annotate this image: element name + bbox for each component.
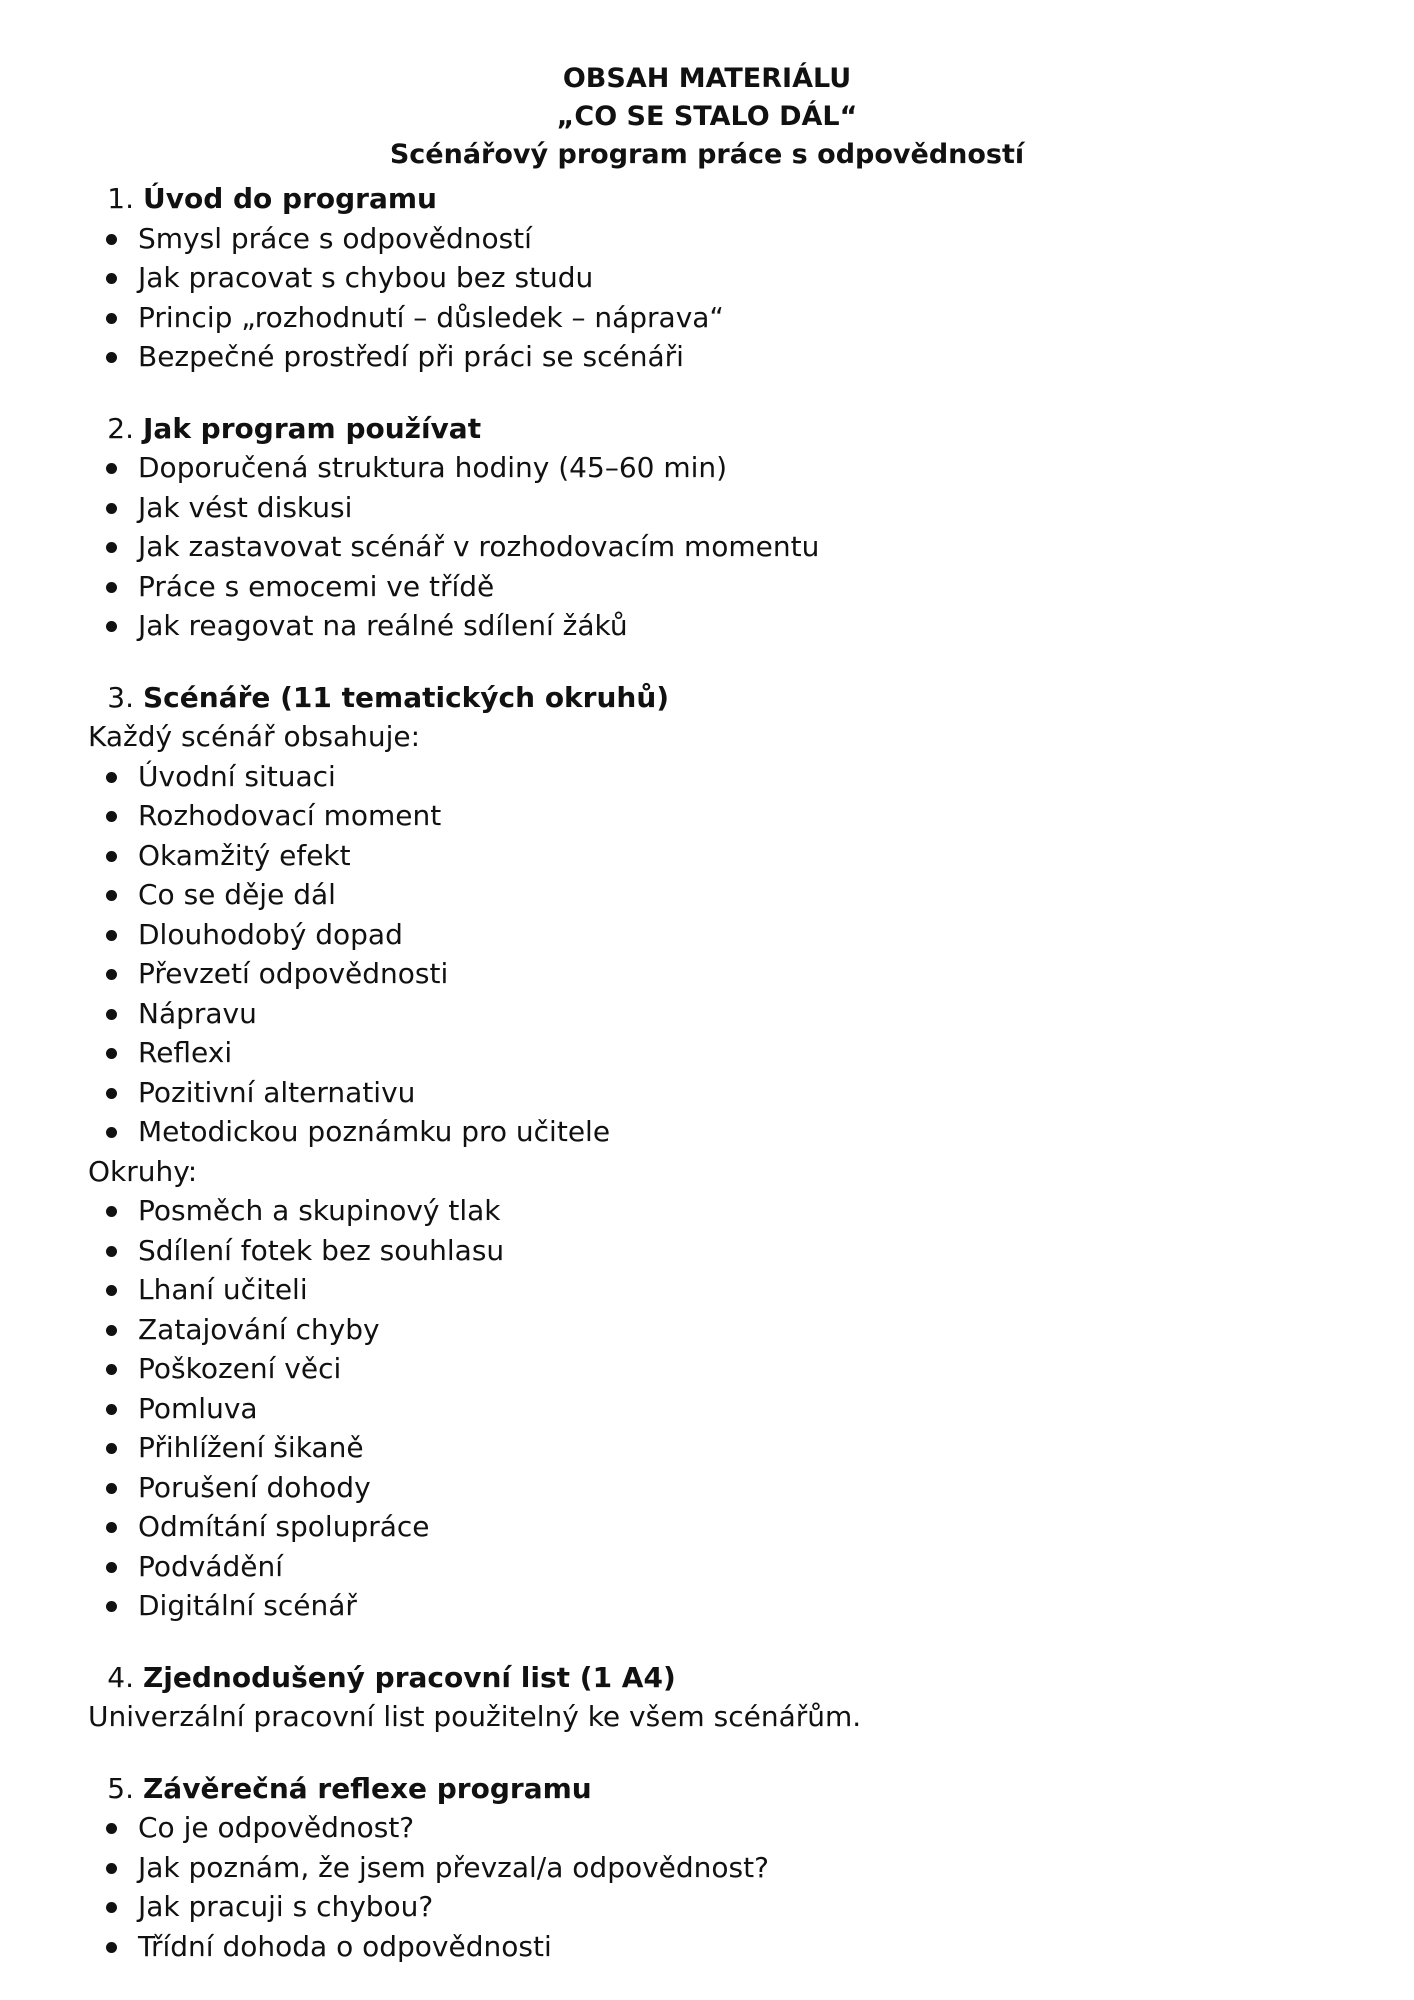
section-title: Úvod do programu xyxy=(143,182,437,215)
list-item xyxy=(88,1808,1328,1848)
list-item-text: Jak pracovat s chybou bez studu xyxy=(138,261,594,294)
bullet-icon xyxy=(106,890,117,901)
bullet-icon xyxy=(106,582,117,593)
list-item-text: Práce s emocemi ve třídě xyxy=(138,569,495,603)
bullet-icon xyxy=(106,1285,117,1296)
list-item xyxy=(88,258,1328,298)
section-number: 5. xyxy=(107,1771,134,1805)
list-item-text: Třídní dohoda o odpovědnosti xyxy=(138,1929,552,1963)
bullet-icon xyxy=(106,811,117,822)
section-number: 3. xyxy=(107,680,134,714)
bullet-icon xyxy=(106,621,117,632)
list-item xyxy=(88,1310,1328,1350)
list-item-text: Metodickou poznámku pro učitele xyxy=(138,1115,611,1148)
list-item-text: Lhaní učiteli xyxy=(138,1273,308,1306)
bullet-icon xyxy=(106,1863,117,1874)
list-item xyxy=(88,954,1328,994)
list-item-text: Posměch a skupinový tlak xyxy=(138,1194,501,1227)
list-item xyxy=(88,1349,1328,1389)
section-title: Jak program používat xyxy=(143,411,482,445)
bullet-icon xyxy=(106,352,117,363)
bullet-icon xyxy=(106,503,117,514)
list-item-text: Co je odpovědnost? xyxy=(138,1811,415,1844)
section-heading xyxy=(88,1769,1328,1809)
list-item xyxy=(88,1507,1328,1547)
list-item-text: Digitální scénář xyxy=(138,1589,357,1622)
bullet-icon xyxy=(106,1048,117,1059)
list-item xyxy=(88,1927,1328,1967)
section-number: 1. xyxy=(107,182,134,215)
list-item-text: Úvodní situaci xyxy=(138,759,336,793)
list-item xyxy=(88,1270,1328,1310)
list-item xyxy=(88,1112,1328,1152)
list-item xyxy=(88,1547,1328,1587)
list-item xyxy=(88,836,1328,876)
list-item-text: Dlouhodobý dopad xyxy=(138,917,403,951)
bullet-icon xyxy=(106,969,117,980)
list-item xyxy=(88,1231,1328,1271)
list-item xyxy=(88,757,1328,797)
bullet-icon xyxy=(106,1562,117,1573)
list-item-text: Převzetí odpovědnosti xyxy=(138,957,449,990)
list-item-text: Jak zastavovat scénář v rozhodovacím momentu xyxy=(138,530,820,563)
list-item-text: Porušení dohody xyxy=(138,1470,371,1504)
list-item-text: Jak vést diskusi xyxy=(138,490,353,524)
section-text: Okruhy: xyxy=(88,1154,198,1188)
bullet-icon xyxy=(106,1246,117,1257)
list-item-text: Nápravu xyxy=(138,996,257,1030)
bullet-icon xyxy=(106,273,117,284)
bullet-list xyxy=(88,219,1328,377)
list-item-text: Odmítání spolupráce xyxy=(138,1510,430,1543)
list-item xyxy=(88,448,1328,488)
list-item-text: Jak reagovat na reálné sdílení žáků xyxy=(138,609,628,642)
list-item-text: Bezpečné prostředí při práci se scénáři xyxy=(138,340,684,373)
bullet-icon xyxy=(106,463,117,474)
list-item xyxy=(88,1033,1328,1073)
list-item xyxy=(88,1887,1328,1927)
list-item xyxy=(88,1428,1328,1468)
list-item-text: Co se děje dál xyxy=(138,878,336,911)
toc-section xyxy=(88,678,1328,1626)
list-item-text: Pomluva xyxy=(138,1391,258,1425)
list-item xyxy=(88,337,1328,377)
bullet-icon xyxy=(106,1902,117,1913)
header-subtitle: Scénářový program práce s odpovědností xyxy=(389,139,1025,170)
bullet-icon xyxy=(106,1325,117,1336)
list-item-text: Přihlížení šikaně xyxy=(138,1431,364,1464)
bullet-icon xyxy=(106,1942,117,1953)
list-item xyxy=(88,1468,1328,1508)
toc-section xyxy=(88,409,1328,646)
bullet-icon xyxy=(106,1009,117,1020)
section-title: Scénáře (11 tematických okruhů) xyxy=(143,680,670,714)
list-item xyxy=(88,527,1328,567)
bullet-icon xyxy=(106,1127,117,1138)
list-item-text: Reflexi xyxy=(138,1036,233,1069)
list-item-text: Doporučená struktura hodiny (45–60 min) xyxy=(138,451,728,484)
list-item xyxy=(88,915,1328,955)
bullet-icon xyxy=(106,1443,117,1454)
document-header xyxy=(0,60,1414,174)
section-heading xyxy=(88,179,1328,219)
section-heading xyxy=(88,1658,1328,1698)
list-item xyxy=(88,298,1328,338)
list-item-text: Podvádění xyxy=(138,1549,284,1583)
list-item xyxy=(88,875,1328,915)
bullet-icon xyxy=(106,1088,117,1099)
bullet-icon xyxy=(106,1522,117,1533)
section-number: 4. xyxy=(107,1660,134,1694)
list-item-text: Zatajování chyby xyxy=(138,1312,380,1346)
bullet-icon xyxy=(106,1404,117,1415)
list-item-text: Jak pracuji s chybou? xyxy=(138,1890,434,1923)
bullet-icon xyxy=(106,542,117,553)
list-item xyxy=(88,1389,1328,1429)
section-title: Zjednodušený pracovní list (1 A4) xyxy=(143,1660,676,1694)
bullet-icon xyxy=(106,234,117,245)
table-of-contents xyxy=(88,179,1328,1966)
bullet-list xyxy=(88,1191,1328,1626)
list-item-text: Jak poznám, že jsem převzal/a odpovědnost? xyxy=(138,1850,769,1884)
list-item-text: Smysl práce s odpovědností xyxy=(138,221,532,255)
header-subtitle-quote: „CO SE STALO DÁL“ xyxy=(556,101,858,132)
list-item xyxy=(88,994,1328,1034)
list-item-text: Poškození věci xyxy=(138,1352,342,1385)
list-item-text: Princip „rozhodnutí – důsledek – náprava“ xyxy=(138,300,724,334)
bullet-icon xyxy=(106,313,117,324)
section-title: Závěrečná reflexe programu xyxy=(143,1771,592,1805)
bullet-icon xyxy=(106,1483,117,1494)
bullet-icon xyxy=(106,1823,117,1834)
section-heading xyxy=(88,678,1328,718)
section-heading xyxy=(88,409,1328,449)
list-item xyxy=(88,488,1328,528)
list-item xyxy=(88,567,1328,607)
toc-section xyxy=(88,179,1328,377)
list-item xyxy=(88,1073,1328,1113)
list-item-text: Okamžitý efekt xyxy=(138,838,351,872)
bullet-list xyxy=(88,448,1328,646)
bullet-icon xyxy=(106,772,117,783)
list-item-text: Rozhodovací moment xyxy=(138,799,442,832)
list-item xyxy=(88,1848,1328,1888)
list-item xyxy=(88,606,1328,646)
bullet-icon xyxy=(106,1601,117,1612)
toc-section xyxy=(88,1769,1328,1967)
section-text: Každý scénář obsahuje: xyxy=(88,720,421,753)
bullet-list xyxy=(88,1808,1328,1966)
section-text: Univerzální pracovní list použitelný ke všem scénářům. xyxy=(88,1700,862,1733)
list-item xyxy=(88,1191,1328,1231)
bullet-icon xyxy=(106,1364,117,1375)
list-item xyxy=(88,796,1328,836)
bullet-icon xyxy=(106,1206,117,1217)
header-title: OBSAH MATERIÁLU xyxy=(562,63,852,94)
list-item-text: Pozitivní alternativu xyxy=(138,1075,416,1109)
list-item-text: Sdílení fotek bez souhlasu xyxy=(138,1233,505,1267)
toc-section xyxy=(88,1658,1328,1737)
bullet-icon xyxy=(106,930,117,941)
bullet-icon xyxy=(106,851,117,862)
bullet-list xyxy=(88,757,1328,1152)
list-item xyxy=(88,219,1328,259)
list-item xyxy=(88,1586,1328,1626)
section-number: 2. xyxy=(107,411,134,445)
